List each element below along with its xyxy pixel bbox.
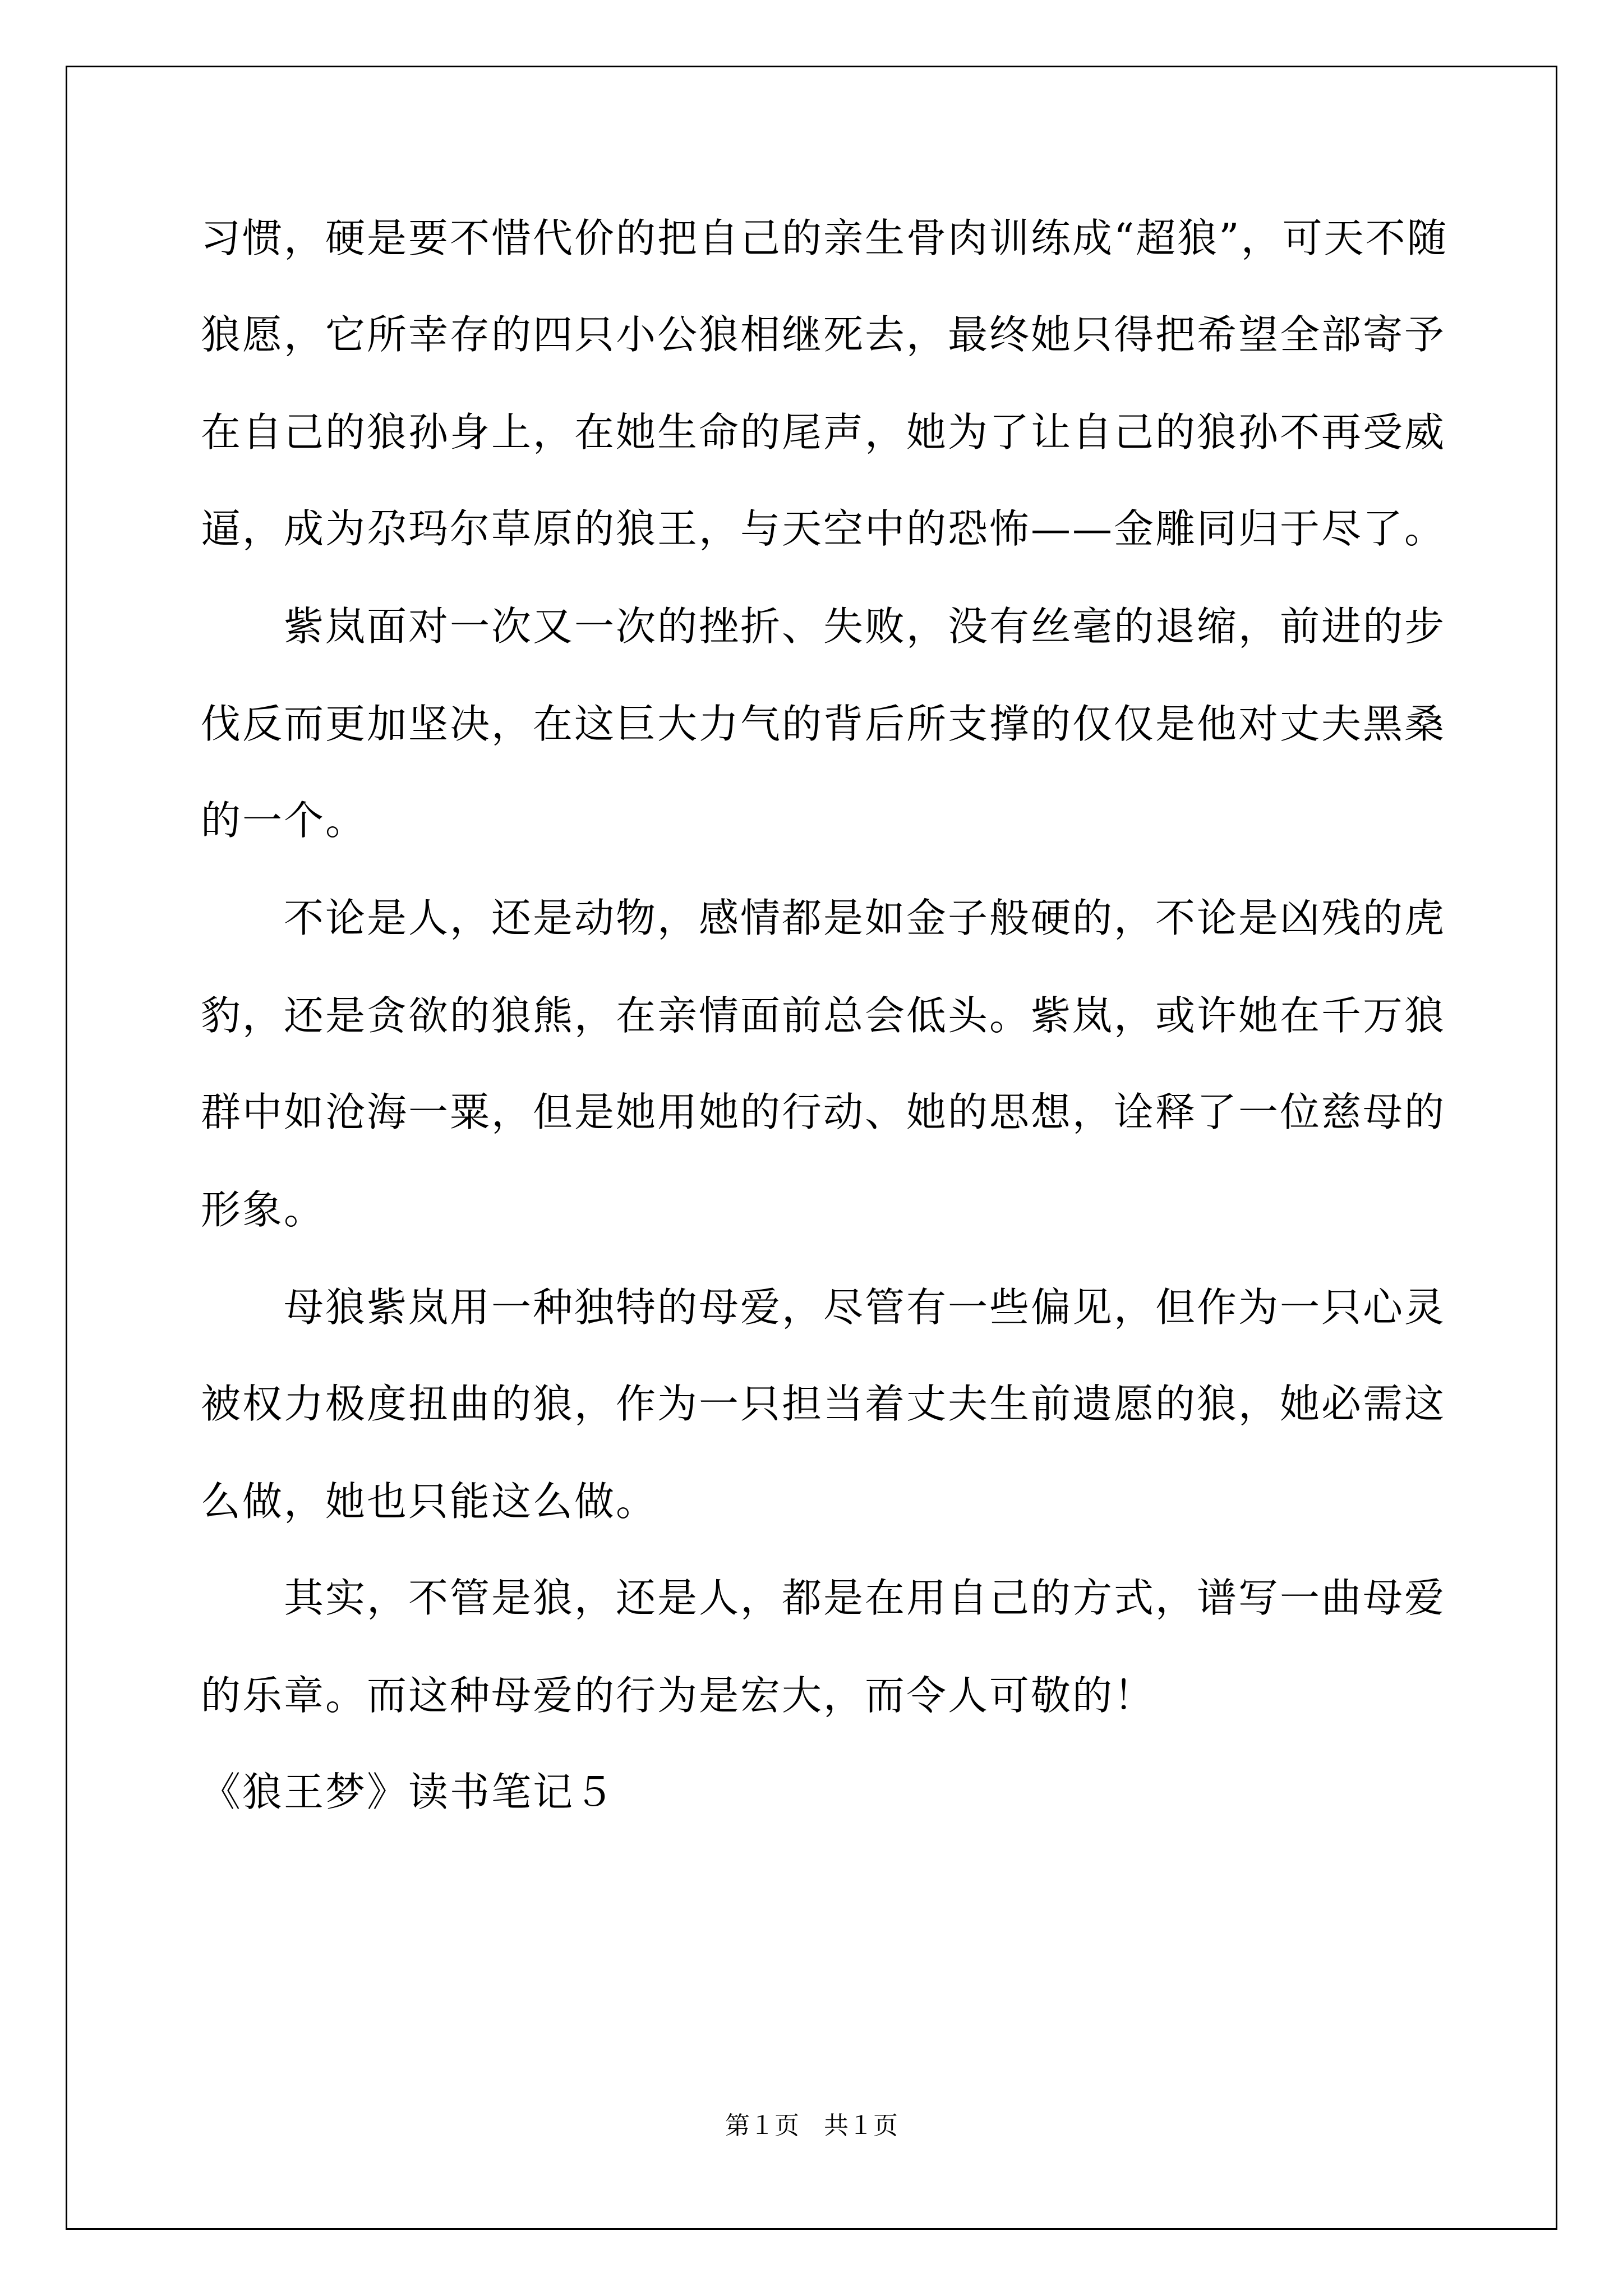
text-line-2: 狼愿，它所幸存的四只小公狼相继死去，最终她只得把希望全部寄予 bbox=[201, 311, 1446, 358]
paragraph-3-line-4: 形象。 bbox=[201, 1186, 326, 1233]
paragraph-2-line-3: 的一个。 bbox=[201, 797, 367, 844]
paragraph-4-line-2: 被权力极度扭曲的狼，作为一只担当着丈夫生前遗愿的狼，她必需这 bbox=[201, 1381, 1446, 1427]
text-line-1: 习惯，硬是要不惜代价的把自己的亲生骨肉训练成“超狼”，可天不随 bbox=[201, 215, 1449, 261]
text-line-3: 在自己的狼孙身上，在她生命的尾声，她为了让自己的狼孙不再受威 bbox=[201, 409, 1446, 455]
paragraph-3-line-2: 豹，还是贪欲的狼熊，在亲情面前总会低头。紫岚，或许她在千万狼 bbox=[201, 992, 1446, 1039]
paragraph-2-line-1: 紫岚面对一次又一次的挫折、失败，没有丝毫的退缩，前进的步 bbox=[284, 603, 1446, 650]
paragraph-5-line-1: 其实，不管是狼，还是人，都是在用自己的方式，谱写一曲母爱 bbox=[284, 1575, 1446, 1621]
page-footer: 第１页 共１页 bbox=[725, 2111, 898, 2140]
paragraph-5-line-2: 的乐章。而这种母爱的行为是宏大，而令人可敬的！ bbox=[201, 1672, 1156, 1719]
paragraph-3-line-1: 不论是人，还是动物，感情都是如金子般硬的，不论是凶残的虎 bbox=[284, 895, 1446, 941]
paragraph-3-line-3: 群中如沧海一粟，但是她用她的行动、她的思想，诠释了一位慈母的 bbox=[201, 1089, 1446, 1135]
text-line-4: 逼，成为尕玛尔草原的狼王，与天空中的恐怖——金雕同归于尽了。 bbox=[201, 505, 1446, 552]
page-border bbox=[66, 66, 1557, 2230]
section-heading: 《狼王梦》读书笔记５ bbox=[201, 1769, 616, 1815]
paragraph-2-line-2: 伐反而更加坚决，在这巨大力气的背后所支撑的仅仅是他对丈夫黑桑 bbox=[201, 701, 1446, 747]
paragraph-4-line-1: 母狼紫岚用一种独特的母爱，尽管有一些偏见，但作为一只心灵 bbox=[284, 1284, 1446, 1331]
paragraph-4-line-3: 么做，她也只能这么做。 bbox=[201, 1478, 658, 1525]
